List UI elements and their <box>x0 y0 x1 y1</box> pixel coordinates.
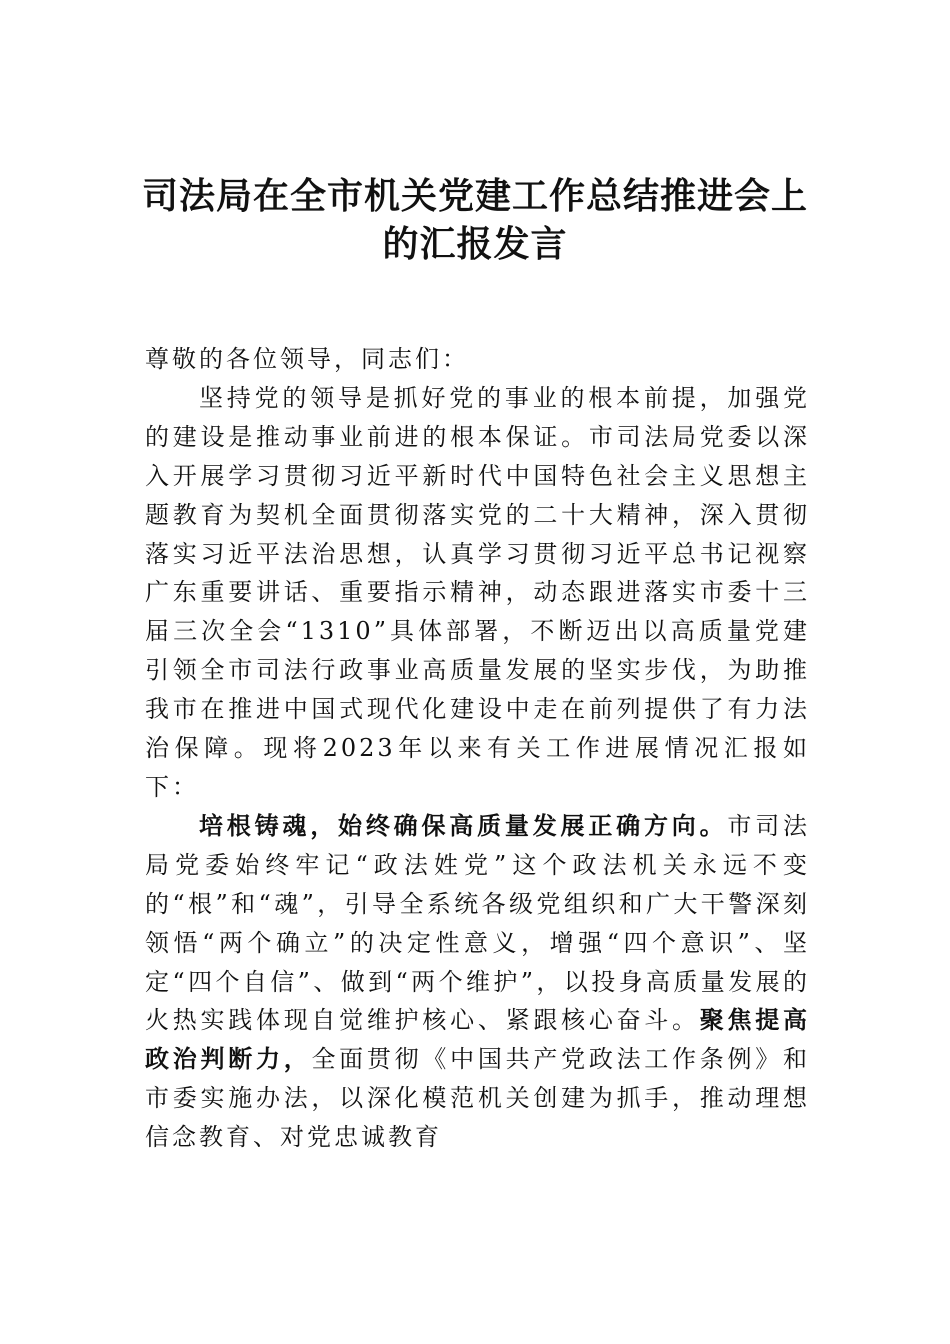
section-text: 市司法局党委始终牢记“政法姓党”这个政法机关永远不变的“根”和“魂”，引导全系统各级党组织和广大干警深刻领悟“两个确立”的决定性意义，增强“四个意识”、坚定“四个自信”、做到“两个维护”，以投身高质量发展的火热实践体现自觉维护核心、紧跟核心奋斗。 <box>145 811 811 1035</box>
section-heading: 培根铸魂，始终确保高质量发展正确方向。 <box>199 810 728 840</box>
paragraph-section-1 <box>145 807 810 1157</box>
section-subheading: 聚焦提高政治判断力， <box>145 1005 810 1074</box>
salutation: 尊敬的各位领导，同志们： <box>145 345 469 373</box>
document-title-line-1: 司法局在全市机关党建工作总结推进会上 <box>141 175 808 217</box>
document-title-line-2: 的汇报发言 <box>382 223 568 265</box>
paragraph-intro: 坚持党的领导是抓好党的事业的根本前提，加强党的建设是推动事业前进的根本保证。市司法局党委以深入开展学习贯彻习近平新时代中国特色社会主义思想主题教育为契机全面贯彻落实党的二十大精神，深入贯彻落实习近平法治思想，认真学习贯彻习近平总书记视察广东重要讲话、重要指示精神，动态跟进落实市委十三届三次全会“1310”具体部署，不断迈出以高质量党建引领全市司法行政事业高质量发展的坚实步伐，为助推我市在推进中国式现代化建设中走在前列提供了有力法治保障。现将2023年以来有关工作进展情况汇报如下： <box>145 383 810 801</box>
section-text-continued: 全面贯彻《中国共产党政法工作条例》和市委实施办法，以深化模范机关创建为抓手，推动理想信念教育、对党忠诚教育 <box>145 1045 811 1152</box>
document-body <box>145 340 810 1157</box>
